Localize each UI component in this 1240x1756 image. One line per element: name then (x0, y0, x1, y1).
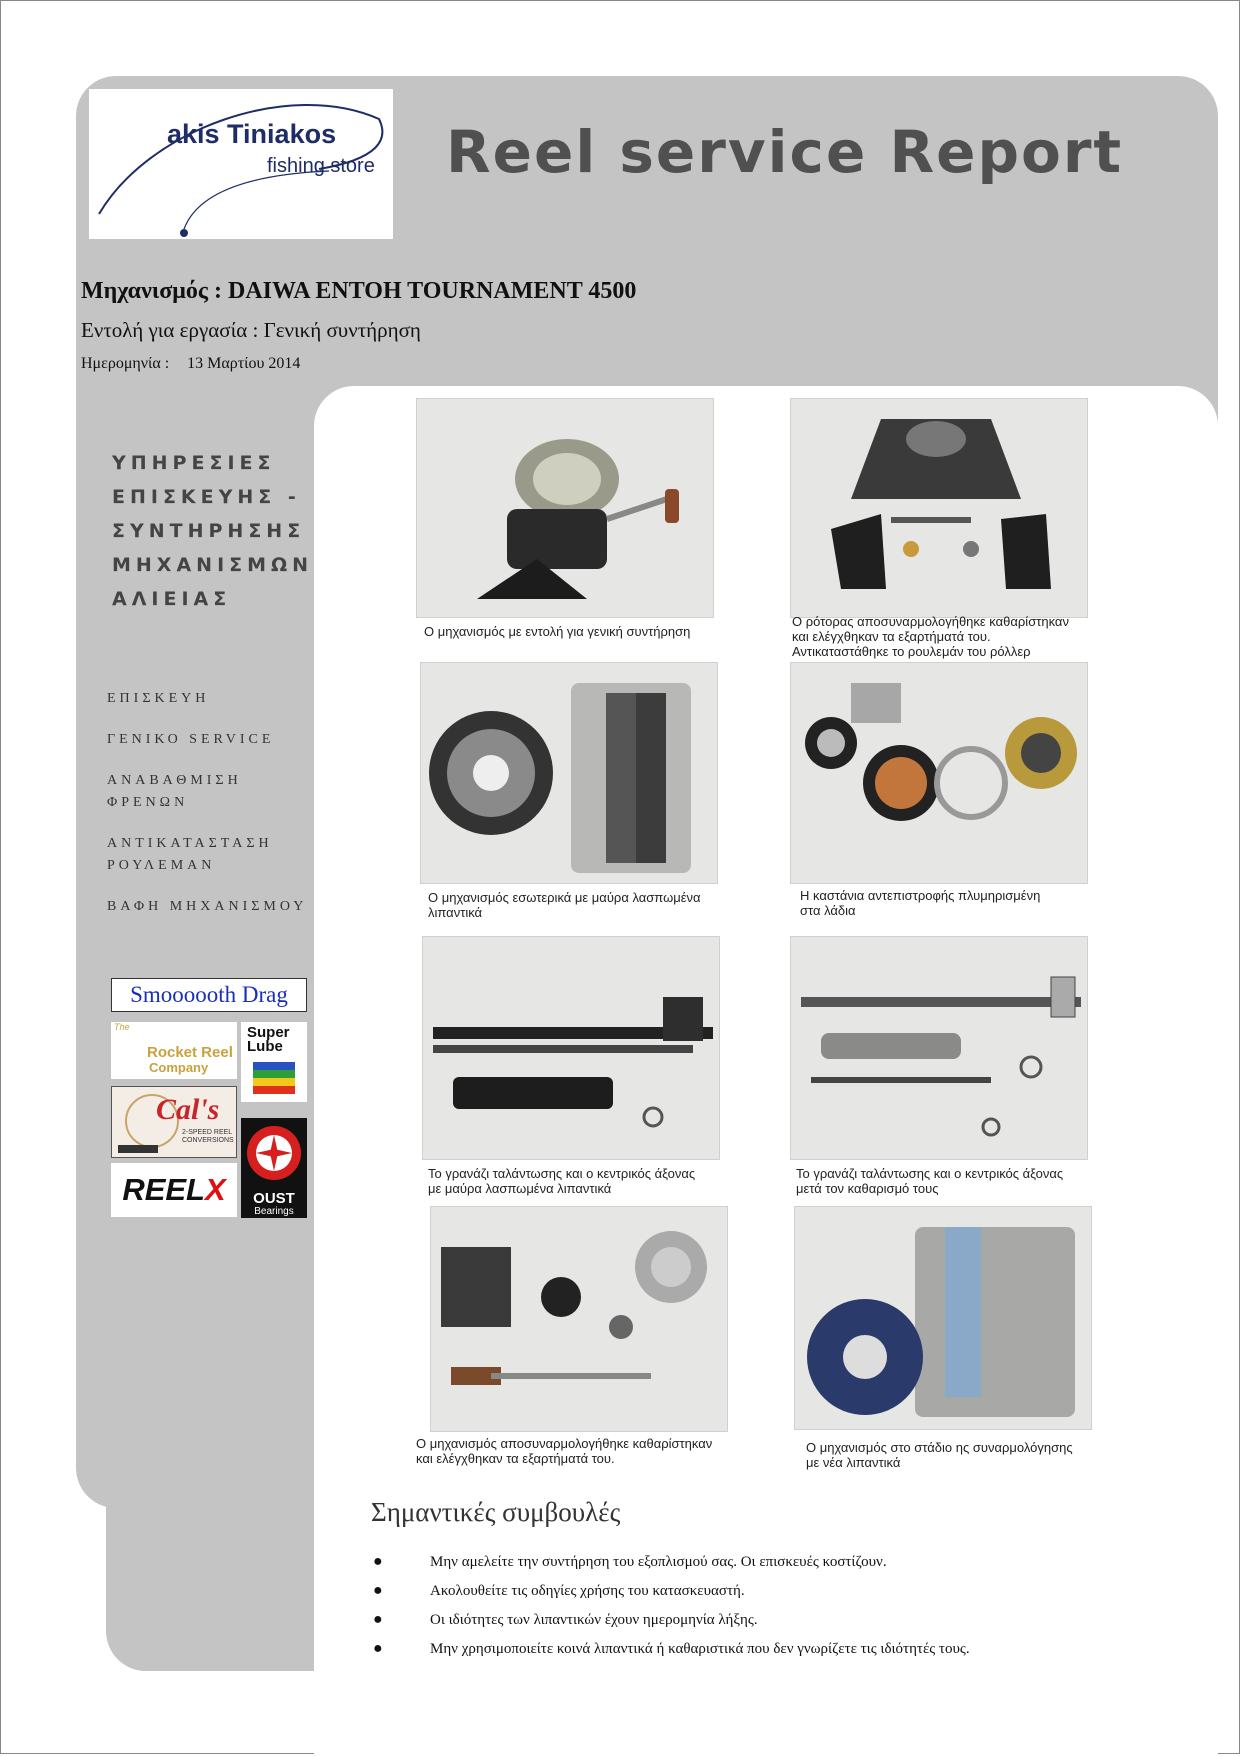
rocket-name: Rocket Reel (147, 1044, 233, 1061)
services-heading (112, 446, 312, 616)
photo-caption: Ο μηχανισμός στο στάδιο ης συναρμολόγησης με νέα λιπαντικά (806, 1440, 1073, 1470)
tip-text: Μην αμελείτε την συντήρηση του εξοπλισμού σας. Οι επισκευές κοστίζουν. (430, 1554, 887, 1570)
order-value: Γενική συντήρηση (263, 318, 421, 342)
date-label: Ημερομηνία : (81, 355, 170, 372)
superlube-name: Super Lube (247, 1024, 290, 1055)
oust-bearings-logo (241, 1118, 307, 1218)
tip-item (366, 1610, 1186, 1639)
tip-text: Μην χρησιμοποιείτε κοινά λιπαντικά ή καθαριστικά που δεν γνωρίζετε τις ιδιότητές τους. (430, 1641, 970, 1657)
service-item-drag-upgrade: ΑΝΑΒΑΘΜΙΣΗ ΦΡΕΝΩΝ (107, 773, 242, 810)
stripe-green-icon (253, 1070, 295, 1078)
bullet-icon: ● (373, 1640, 383, 1657)
store-logo (89, 89, 393, 239)
mechanism-label: Μηχανισμός : (81, 278, 223, 304)
services-heading-line: ΕΠΙΣΚΕΥΗΣ - (112, 486, 301, 508)
gear-shaft-photo-icon (423, 937, 719, 1159)
tip-text: Οι ιδιότητες των λιπαντικών έχουν ημερομηνία λήξης. (430, 1612, 758, 1628)
reelx-logo (111, 1163, 237, 1217)
date-line (81, 355, 300, 373)
photo-oscillation-gear-dirty (422, 936, 720, 1160)
services-heading-line: ΜΗΧΑΝΙΣΜΩΝ (112, 554, 314, 576)
tips-title: Σημαντικές συμβουλές (371, 1497, 621, 1527)
rocket-company: Company (149, 1060, 209, 1075)
bullet-icon: ● (373, 1553, 383, 1570)
photo-reel-before-service (416, 398, 714, 618)
disassembled-parts-photo-icon (431, 1207, 727, 1431)
services-menu (107, 688, 312, 937)
tip-item (366, 1581, 1186, 1610)
bullet-icon: ● (373, 1611, 383, 1628)
photo-reassembly (794, 1206, 1092, 1430)
photo-caption: Ο μηχανισμός εσωτερικά με μαύρα λασπωμένα λιπαντικά (428, 890, 701, 920)
photo-reel-internals-dirty (420, 662, 718, 884)
photo-rotor-disassembled (790, 398, 1088, 618)
date-value: 13 Μαρτίου 2014 (187, 355, 301, 372)
order-line (81, 318, 421, 343)
service-item-bearing-replacement: ΑΝΤΙΚΑΤΑΣΤΑΣΗ ΡΟΥΛΕΜΑΝ (107, 836, 273, 873)
bearing-parts-photo-icon (791, 663, 1087, 883)
photo-caption: Ο ρότορας αποσυναρμολογήθηκε καθαρίστηκαν και ελέγχθηκαν τα εξαρτήματά του. Αντικαταστάθηκε το ρουλεμάν του ρόλλερ (792, 614, 1069, 659)
photo-caption: Η καστάνια αντεπιστροφής πλυμηρισμένη στα λάδια (800, 888, 1041, 918)
oust-name: OUST (253, 1190, 295, 1207)
gear-shaft-clean-photo-icon (791, 937, 1087, 1159)
tip-text: Ακολουθείτε τις οδηγίες χρήσης του κατασκευαστή. (430, 1583, 745, 1599)
service-item-painting: ΒΑΦΗ ΜΗΧΑΝΙΣΜΟΥ (107, 899, 308, 914)
cals-logo (111, 1086, 237, 1158)
order-label: Εντολή για εργασία : (81, 318, 259, 342)
photo-oscillation-gear-clean (790, 936, 1088, 1160)
cals-name: Cal's (156, 1093, 220, 1126)
logo-subtitle: fishing store (267, 155, 375, 177)
bullet-icon: ● (373, 1582, 383, 1599)
reelx-x: X (205, 1172, 226, 1207)
logo-name: akis Tiniakos (167, 119, 337, 149)
reel-photo-icon (417, 399, 713, 617)
rotor-parts-photo-icon (791, 399, 1087, 617)
services-heading-line: ΥΠΗΡΕΣΙΕΣ (112, 452, 276, 474)
services-heading-line: ΣΥΝΤΗΡΗΣΗΣ (112, 520, 306, 542)
page-title: Reel service Report (446, 118, 1124, 186)
tips-list (366, 1552, 1186, 1668)
rocket-reel-logo (111, 1022, 237, 1079)
photo-reel-disassembled (430, 1206, 728, 1432)
photo-caption: Ο μηχανισμός με εντολή για γενική συντήρηση (424, 624, 691, 639)
tip-item (366, 1552, 1186, 1581)
oust-bearing-icon (241, 1122, 307, 1188)
photo-anti-reverse-flooded (790, 662, 1088, 884)
oust-subtitle: Bearings (254, 1206, 294, 1217)
stripe-blue-icon (253, 1062, 295, 1070)
smooth-drag-logo: Smoooooth Drag (111, 978, 307, 1012)
service-item-general: ΓΕΝΙΚΟ SERVICE (107, 732, 275, 747)
rocket-the: The (114, 1022, 130, 1032)
reelx-name: REEL (122, 1172, 205, 1207)
services-heading-line: ΑΛΙΕΙΑΣ (112, 588, 232, 610)
tip-item (366, 1639, 1186, 1668)
reassembly-photo-icon (795, 1207, 1091, 1429)
photo-caption: Το γρανάζι ταλάντωσης και ο κεντρικός άξονας με μαύρα λασπωμένα λιπαντικά (428, 1166, 696, 1196)
superlube-logo (241, 1022, 307, 1102)
mechanism-value: DAIWA ENTOH TOURNAMENT 4500 (228, 278, 637, 304)
stripe-yellow-icon (253, 1078, 295, 1086)
photo-caption: Το γρανάζι ταλάντωσης και ο κεντρικός άξονας μετά τον καθαρισμό τους (796, 1166, 1064, 1196)
mechanism-line (81, 278, 636, 305)
stripe-red-icon (253, 1086, 295, 1094)
photo-caption: Ο μηχανισμός αποσυναρμολογήθηκε καθαρίστηκαν και ελέγχθηκαν τα εξαρτήματά του. (416, 1436, 713, 1466)
service-item-repair: ΕΠΙΣΚΕΥΗ (107, 691, 210, 706)
internals-photo-icon (421, 663, 717, 883)
cals-subtitle: 2-SPEED REEL CONVERSIONS (182, 1129, 234, 1144)
